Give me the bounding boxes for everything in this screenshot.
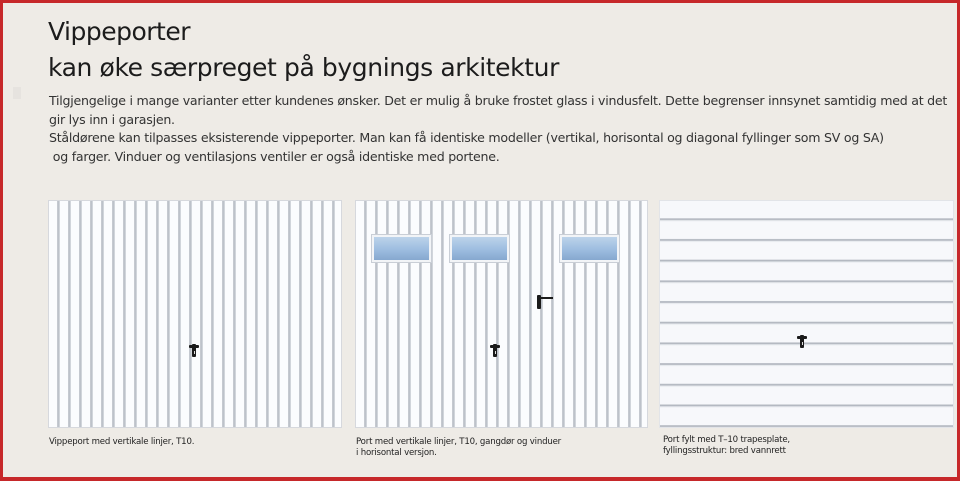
door-caption-line-1: Port fylt med T–10 trapesplate,: [663, 435, 790, 445]
door-handle-icon: [797, 335, 807, 349]
walk-door-lever-handle-icon: [537, 295, 553, 309]
intro-text: [49, 92, 960, 166]
door-panel-horizontal: [659, 200, 954, 456]
page-title: Vippeporter: [48, 17, 191, 46]
door-caption-line-1: Port med vertikale linjer, T10, gangdør og vinduer: [356, 437, 562, 447]
door-caption-line-2: fyllingsstruktur: bred vannrett: [663, 445, 786, 456]
intro-paragraph-2-line-1: Ståldørene kan tilpasses eksisterende vippeporter. Man kan få identiske modeller (vertikal, horisontal og diagonal fyllinger som SV og SA): [49, 130, 884, 145]
door-panel-windows: [355, 200, 648, 458]
door-image-horizontal-trapezoid: [659, 200, 954, 428]
intro-paragraph-2-line-2: og farger. Vinduer og ventilasjons ventiler er også identiske med portene.: [49, 148, 500, 164]
door-caption: Vippeport med vertikale linjer, T10.: [49, 437, 195, 447]
intro-paragraph-1-line-2: gir lys inn i garasjen.: [49, 111, 175, 127]
door-panel-vertical: [48, 200, 342, 447]
door-handle-icon: [490, 344, 500, 358]
intro-paragraph-1-line-1: Tilgjengelige i mange varianter etter kundenes ønsker. Det er mulig å bruke frostet glass i vindusfelt. Dette begrenser innsynet samtidig med at det: [49, 93, 948, 108]
door-image-vertical-with-windows: [355, 200, 648, 428]
side-marker: [13, 87, 21, 99]
door-caption: [663, 435, 790, 456]
door-image-vertical-lines: [48, 200, 342, 428]
door-window: [450, 235, 509, 262]
page-subtitle: kan øke særpreget på bygnings arkitektur: [48, 53, 559, 82]
door-window: [372, 235, 431, 262]
door-window: [560, 235, 619, 262]
door-handle-icon: [189, 344, 199, 358]
door-caption: [356, 437, 561, 458]
door-caption-line-2: i horisontal versjon.: [356, 447, 437, 458]
